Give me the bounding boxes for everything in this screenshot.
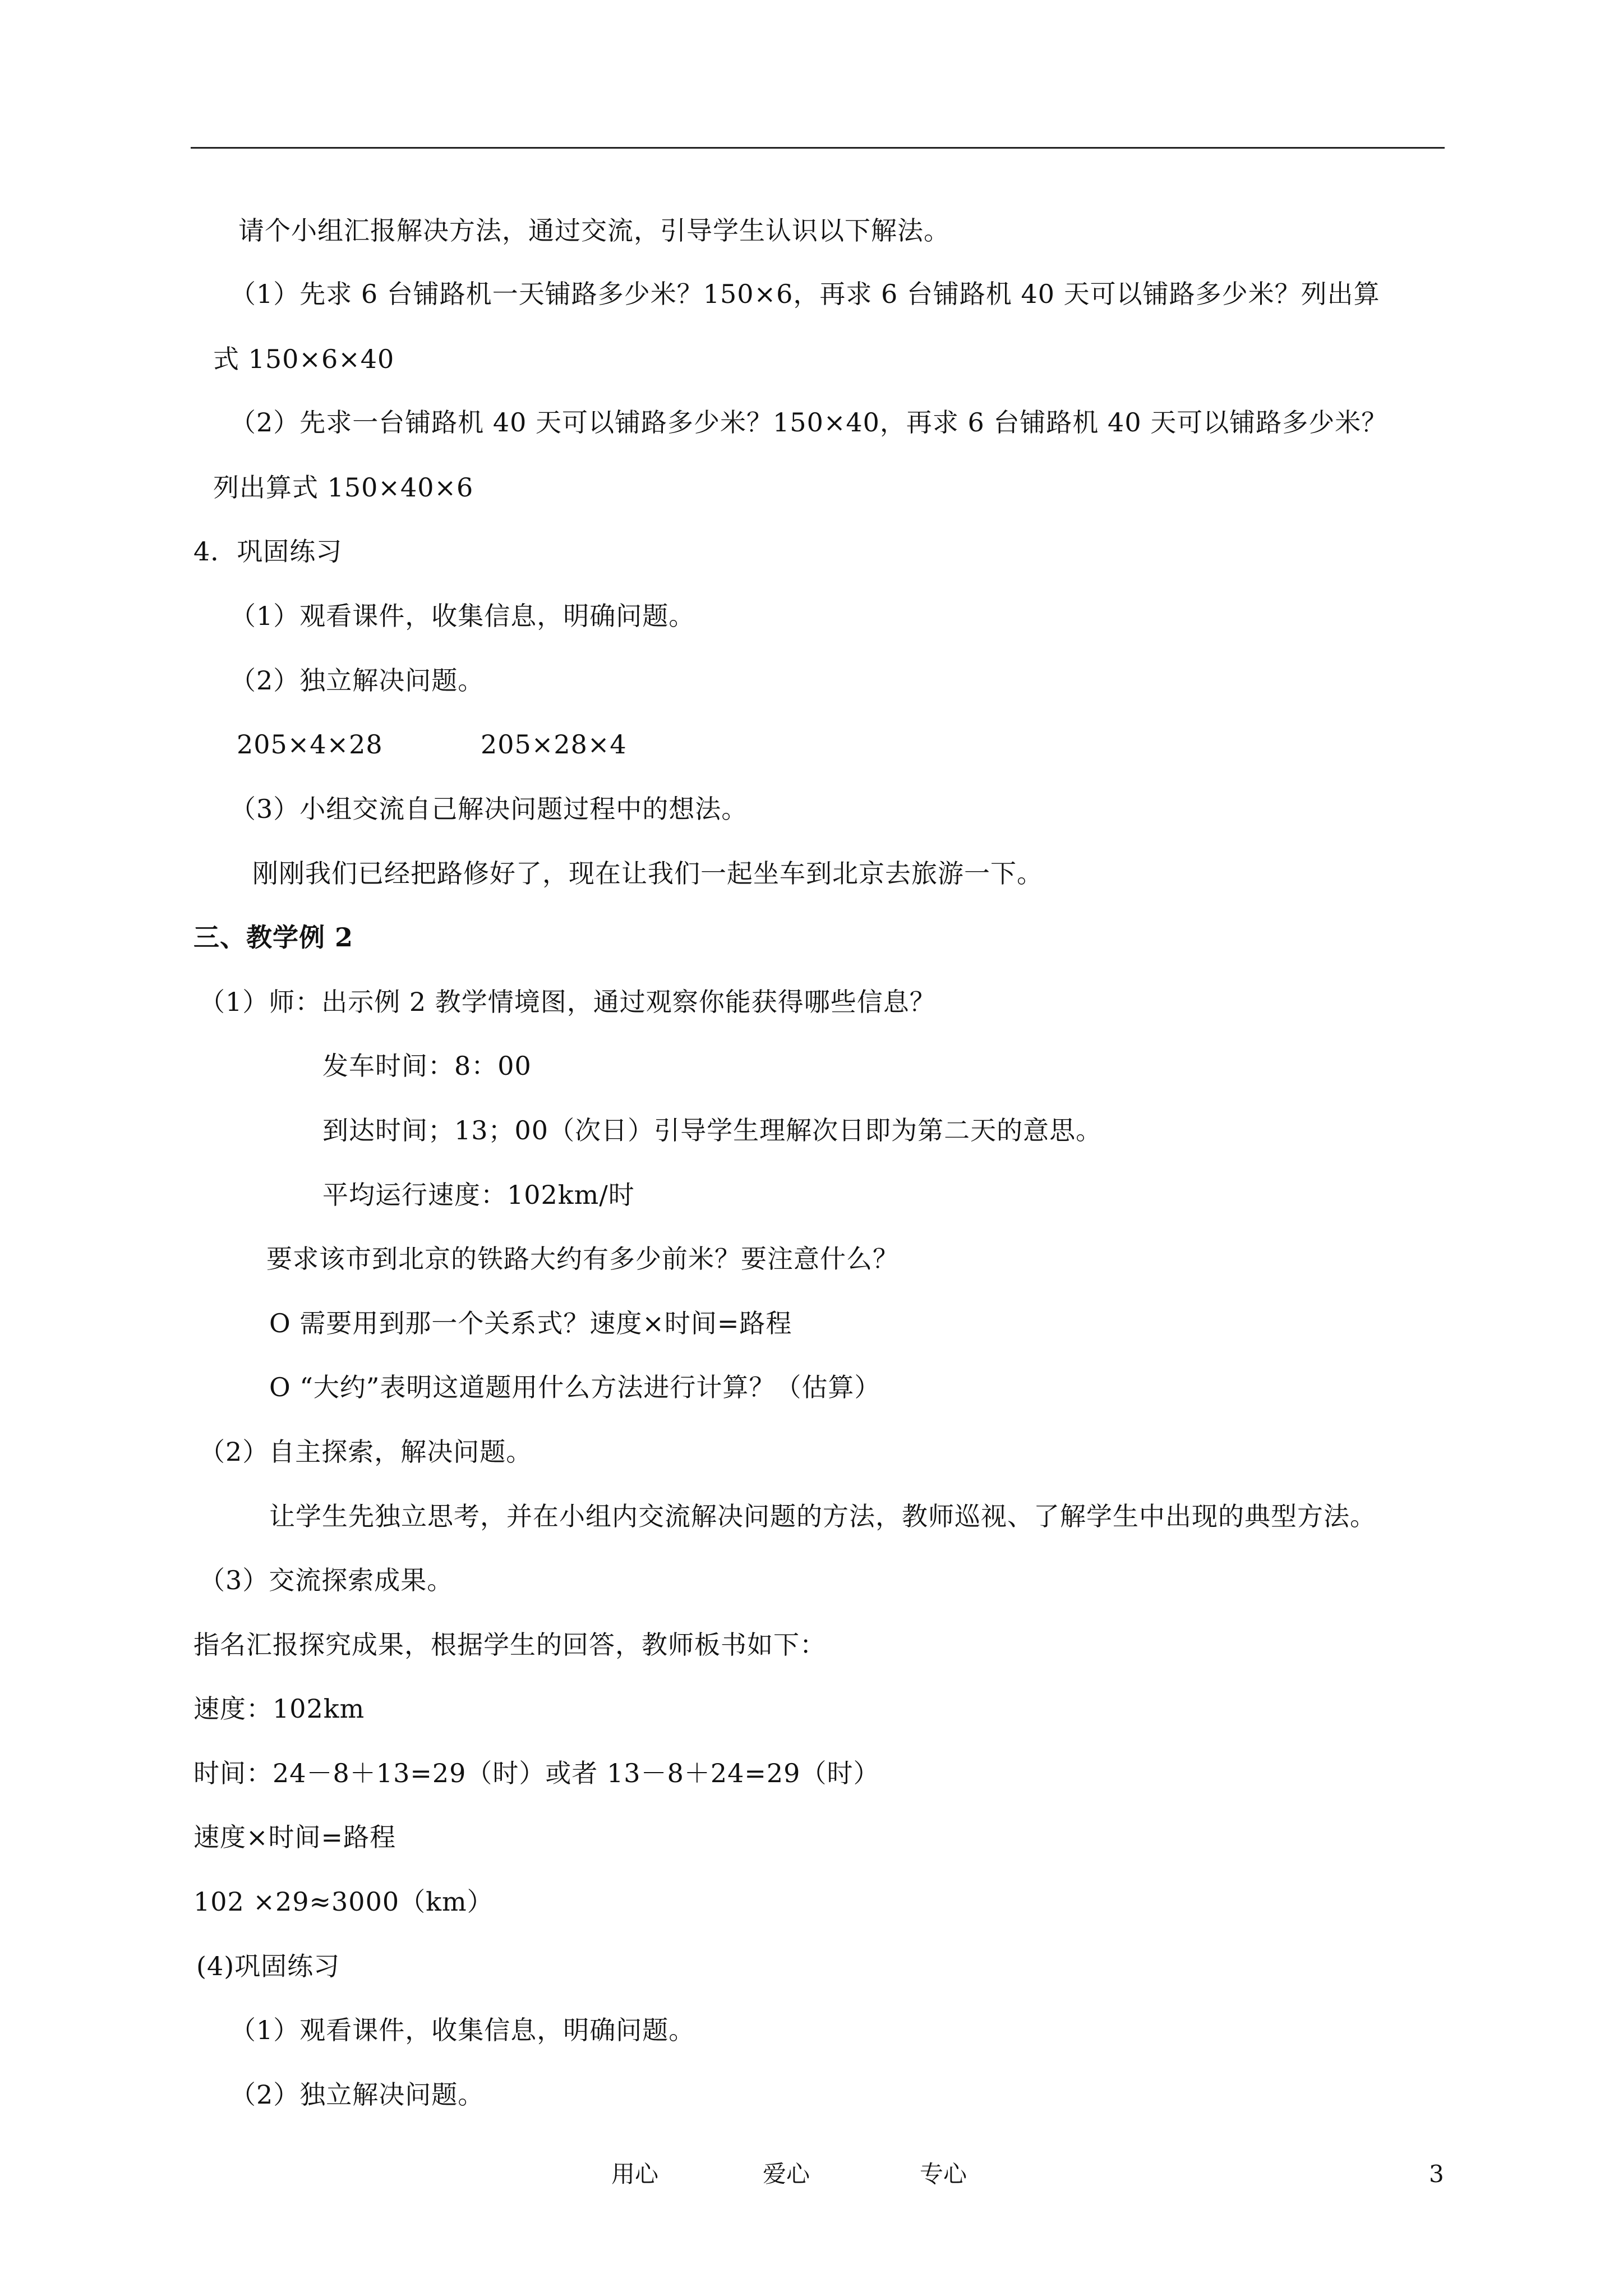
text-line: 4．巩固练习 [193,536,343,567]
text-line: 要求该市到北京的铁路大约有多少前米？要注意什么？ [266,1244,899,1274]
text-line: 式 150×6×40 [213,344,395,374]
text-line: 205×28×4 [481,729,627,760]
header-rule [191,147,1445,149]
text-line: 刚刚我们已经把路修好了，现在让我们一起坐车到北京去旅游一下。 [252,858,1043,889]
text-line: 速度×时间=路程 [193,1822,396,1852]
text-line: （2）独立解决问题。 [230,665,485,696]
text-line: O 需要用到那一个关系式？速度×时间=路程 [269,1308,792,1338]
text-line: （1）观看课件，收集信息，明确问题。 [230,2015,695,2045]
text-line: （2）独立解决问题。 [230,2079,485,2110]
text-line: 到达时间；13；00（次日）引导学生理解次日即为第二天的意思。 [322,1115,1103,1145]
text-line: 请个小组汇报解决方法，通过交流，引导学生认识以下解法。 [238,215,950,246]
text-line: 指名汇报探究成果，根据学生的回答，教师板书如下： [193,1630,826,1660]
footer-text: 专心 [920,2160,967,2188]
text-line: （1）师：出示例 2 教学情境图，通过观察你能获得哪些信息？ [199,987,936,1017]
text-line: （2）自主探索，解决问题。 [199,1437,533,1467]
text-line: 时间：24－8＋13=29（时）或者 13－8＋24=29（时） [193,1758,880,1788]
text-line: O “大约”表明这道题用什么方法进行计算？（估算） [269,1372,881,1402]
text-line: 205×4×28 [237,729,383,760]
text-line: 102 ×29≈3000（km） [193,1887,494,1917]
text-line: (4)巩固练习 [196,1951,340,1981]
text-line: 速度：102km [193,1694,365,1724]
page-number: 3 [1429,2160,1444,2188]
text-line: （3）小组交流自己解决问题过程中的想法。 [230,794,748,824]
text-line: （1）先求 6 台铺路机一天铺路多少米？150×6，再求 6 台铺路机 40 天可以铺路多少米？列出算 [230,279,1380,309]
text-line: （3）交流探索成果。 [199,1565,454,1595]
text-line: 发车时间：8：00 [322,1051,532,1081]
text-line: 平均运行速度：102km/时 [322,1180,635,1210]
text-line: （1）观看课件，收集信息，明确问题。 [230,601,695,631]
text-line: 列出算式 150×40×6 [213,472,474,503]
text-line: （2）先求一台铺路机 40 天可以铺路多少米？150×40，再求 6 台铺路机 40 天可以铺路多少米？ [230,407,1388,438]
section-heading: 三、教学例 2 [193,922,354,953]
footer-text: 爱心 [763,2160,810,2188]
text-line: 让学生先独立思考，并在小组内交流解决问题的方法，教师巡视、了解学生中出现的典型方法。 [269,1501,1376,1531]
footer-text: 用心 [611,2160,659,2188]
